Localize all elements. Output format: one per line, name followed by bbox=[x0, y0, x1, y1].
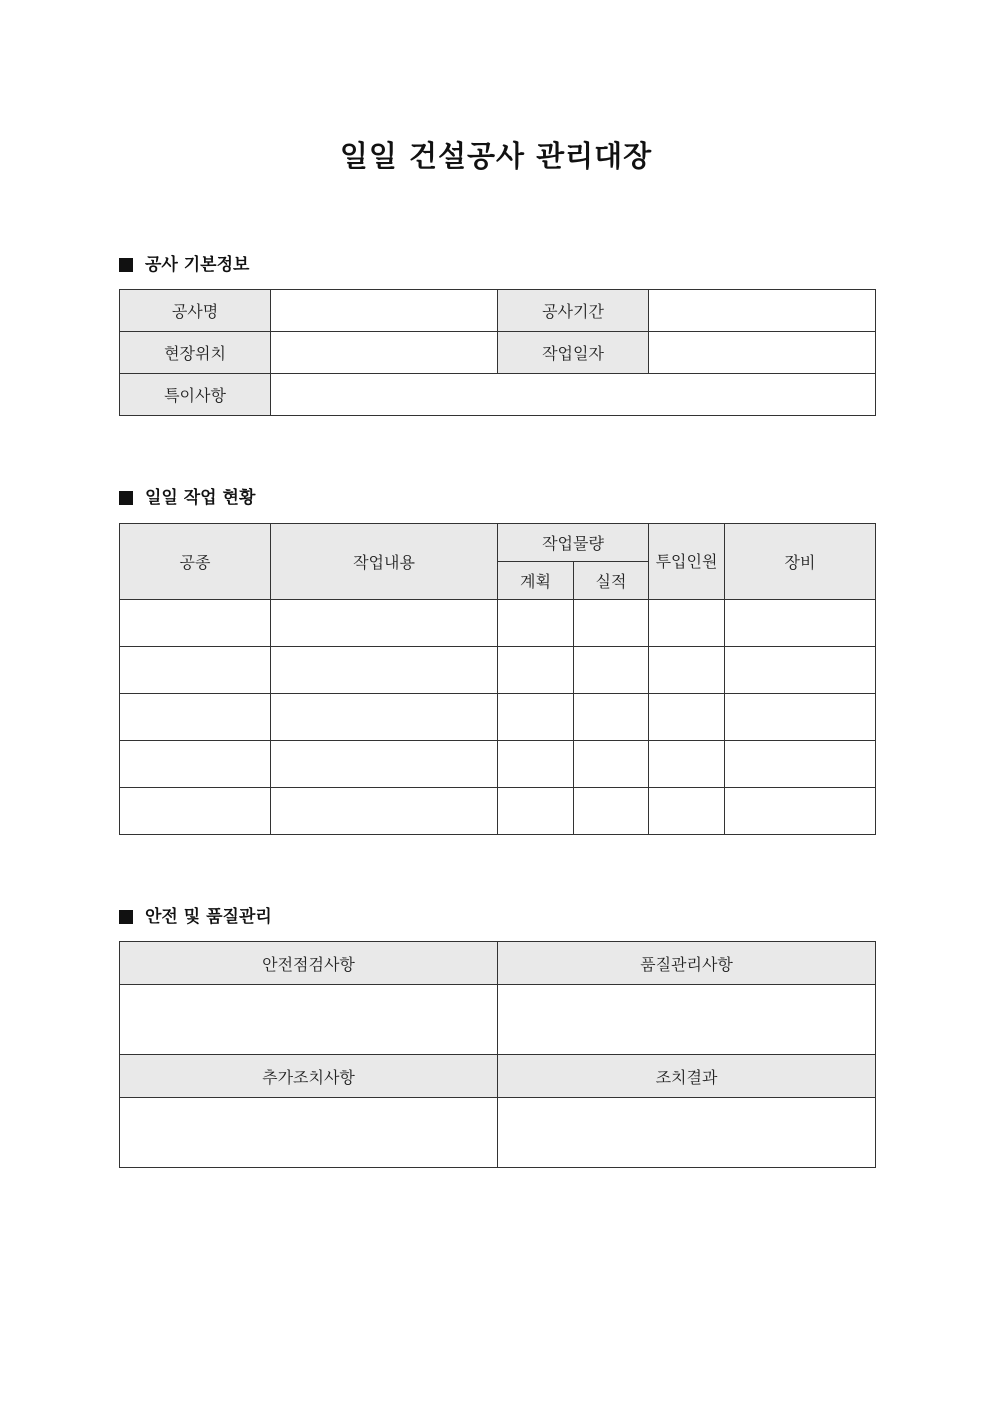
header-equipment: 장비 bbox=[725, 524, 876, 600]
section-heading-basic bbox=[119, 253, 249, 277]
cell-content[interactable] bbox=[271, 741, 498, 788]
square-bullet-icon bbox=[119, 491, 133, 505]
header-manpower: 투입인원 bbox=[649, 524, 725, 600]
table-row bbox=[120, 600, 876, 647]
safety-check-field[interactable] bbox=[120, 985, 498, 1055]
label-work-date: 작업일자 bbox=[498, 332, 649, 374]
notes-field[interactable] bbox=[271, 374, 876, 416]
table-row bbox=[120, 741, 876, 788]
work-date-field[interactable] bbox=[649, 332, 876, 374]
daily-work-table bbox=[119, 523, 876, 835]
cell-trade[interactable] bbox=[120, 694, 271, 741]
cell-trade[interactable] bbox=[120, 788, 271, 835]
safety-quality-table bbox=[119, 941, 876, 1168]
section-heading-basic-label: 공사 기본정보 bbox=[145, 255, 250, 275]
label-location: 현장위치 bbox=[120, 332, 271, 374]
cell-manpower[interactable] bbox=[649, 647, 725, 694]
cell-content[interactable] bbox=[271, 647, 498, 694]
table-row bbox=[120, 647, 876, 694]
cell-actual[interactable] bbox=[574, 600, 649, 647]
cell-manpower[interactable] bbox=[649, 741, 725, 788]
cell-equipment[interactable] bbox=[725, 647, 876, 694]
additional-action-field[interactable] bbox=[120, 1098, 498, 1168]
cell-content[interactable] bbox=[271, 600, 498, 647]
location-field[interactable] bbox=[271, 332, 498, 374]
square-bullet-icon bbox=[119, 910, 133, 924]
square-bullet-icon bbox=[119, 258, 133, 272]
cell-actual[interactable] bbox=[574, 741, 649, 788]
basic-info-table bbox=[119, 289, 876, 416]
cell-actual[interactable] bbox=[574, 694, 649, 741]
label-additional-action: 추가조치사항 bbox=[120, 1055, 498, 1098]
header-plan: 계획 bbox=[498, 562, 574, 600]
cell-manpower[interactable] bbox=[649, 600, 725, 647]
cell-equipment[interactable] bbox=[725, 694, 876, 741]
cell-content[interactable] bbox=[271, 788, 498, 835]
project-name-field[interactable] bbox=[271, 290, 498, 332]
cell-actual[interactable] bbox=[574, 647, 649, 694]
label-action-result: 조치결과 bbox=[498, 1055, 876, 1098]
header-quantity: 작업물량 bbox=[498, 524, 649, 562]
label-safety-check: 안전점검사항 bbox=[120, 942, 498, 985]
cell-trade[interactable] bbox=[120, 741, 271, 788]
cell-equipment[interactable] bbox=[725, 788, 876, 835]
cell-plan[interactable] bbox=[498, 647, 574, 694]
cell-plan[interactable] bbox=[498, 741, 574, 788]
cell-trade[interactable] bbox=[120, 600, 271, 647]
cell-equipment[interactable] bbox=[725, 741, 876, 788]
cell-equipment[interactable] bbox=[725, 600, 876, 647]
section-heading-work bbox=[119, 486, 255, 510]
cell-plan[interactable] bbox=[498, 788, 574, 835]
label-project-name: 공사명 bbox=[120, 290, 271, 332]
cell-trade[interactable] bbox=[120, 647, 271, 694]
section-heading-work-label: 일일 작업 현황 bbox=[145, 488, 256, 508]
action-result-field[interactable] bbox=[498, 1098, 876, 1168]
page-title: 일일 건설공사 관리대장 bbox=[339, 139, 653, 173]
cell-plan[interactable] bbox=[498, 600, 574, 647]
section-heading-safety bbox=[119, 905, 272, 929]
label-notes: 특이사항 bbox=[120, 374, 271, 416]
period-field[interactable] bbox=[649, 290, 876, 332]
cell-content[interactable] bbox=[271, 694, 498, 741]
table-row bbox=[120, 694, 876, 741]
header-trade: 공종 bbox=[120, 524, 271, 600]
cell-manpower[interactable] bbox=[649, 788, 725, 835]
cell-actual[interactable] bbox=[574, 788, 649, 835]
label-period: 공사기간 bbox=[498, 290, 649, 332]
header-content: 작업내용 bbox=[271, 524, 498, 600]
cell-manpower[interactable] bbox=[649, 694, 725, 741]
table-row bbox=[120, 788, 876, 835]
cell-plan[interactable] bbox=[498, 694, 574, 741]
header-actual: 실적 bbox=[574, 562, 649, 600]
section-heading-safety-label: 안전 및 품질관리 bbox=[145, 907, 272, 927]
label-quality: 품질관리사항 bbox=[498, 942, 876, 985]
quality-field[interactable] bbox=[498, 985, 876, 1055]
